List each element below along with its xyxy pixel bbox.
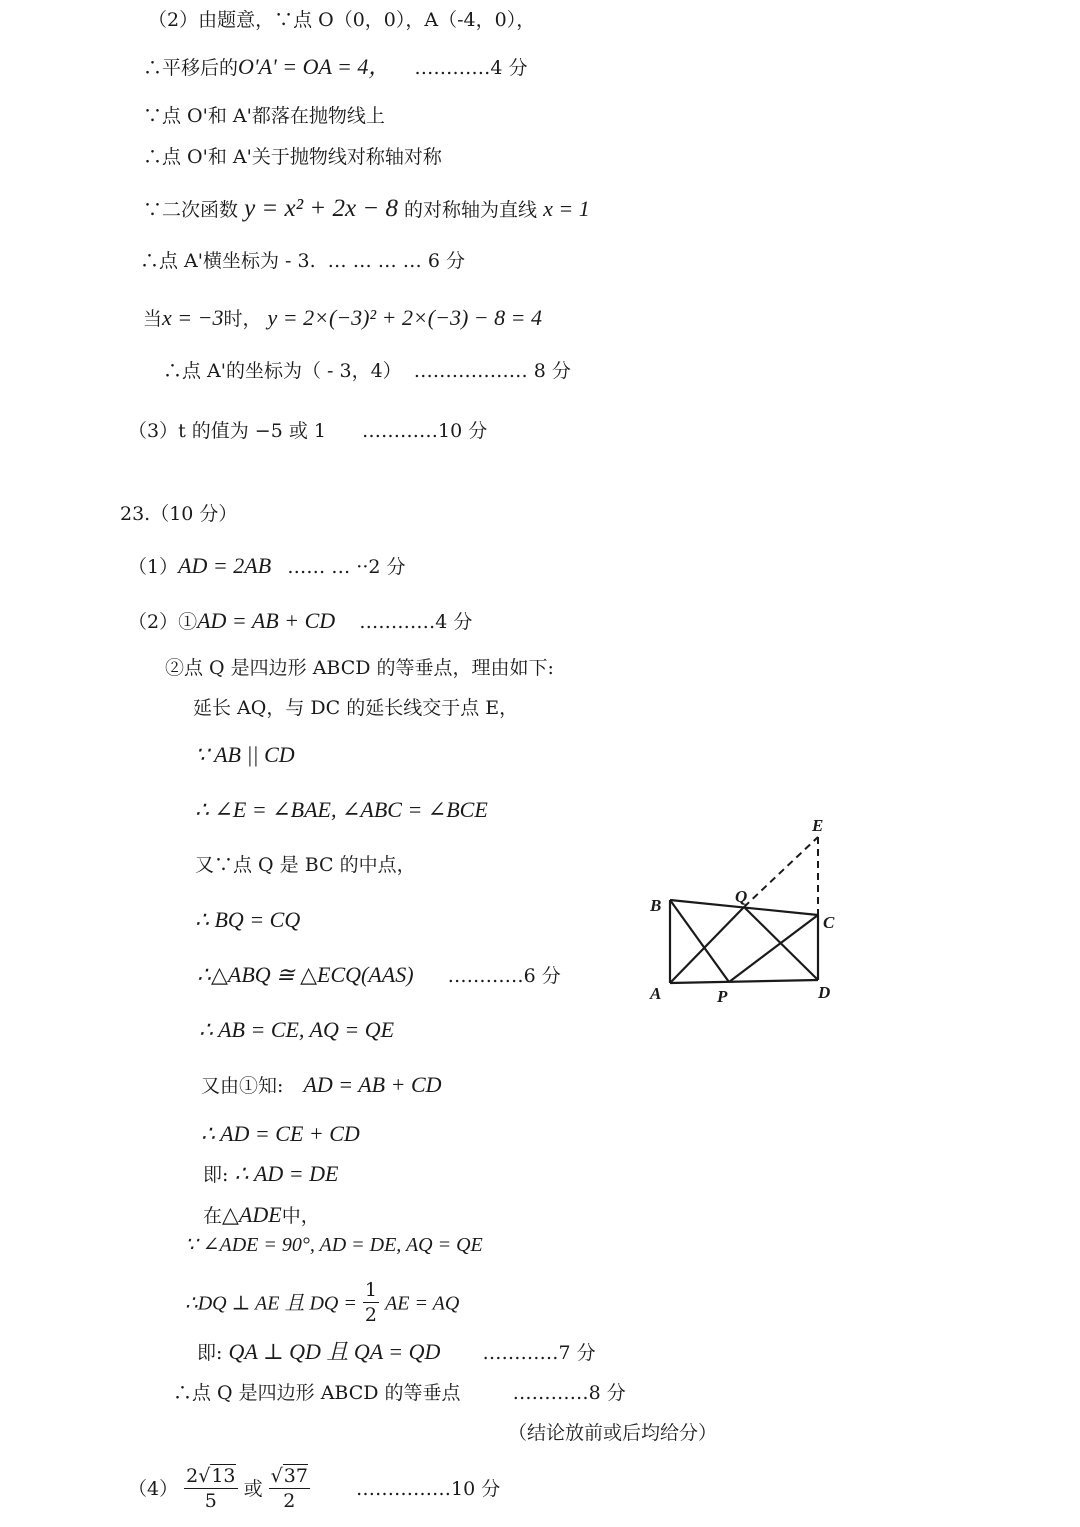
answer-1-radicand: 13: [211, 1464, 236, 1487]
part2-line-6: [140, 246, 465, 276]
segment-AQ: [670, 907, 744, 983]
q23-step-12-post: 中，: [281, 1205, 320, 1227]
q23-part1-label: （1）: [128, 556, 179, 578]
part2-line-2-eq: O'A' = OA = 4，: [238, 54, 391, 79]
answer-1-coef: 2: [186, 1464, 199, 1487]
q23-step-15-eq: QA ⊥ QD 且 QA = QD: [228, 1339, 441, 1364]
q23-step-16: [173, 1378, 626, 1408]
q23-step-14-pre: ∴DQ ⊥ AE 且 DQ =: [185, 1292, 357, 1315]
label-C: C: [823, 913, 835, 932]
q23-part2-label: （2）①: [128, 611, 198, 633]
score-10-part3: …………10 分: [362, 420, 488, 442]
segment-PC: [729, 915, 818, 982]
q23-step-14: [185, 1280, 459, 1329]
part2-line-2: [143, 52, 528, 83]
segment-QE-dashed: [744, 837, 818, 907]
q23-step-4: ∴ ∠E = ∠BAE, ∠ABC = ∠BCE: [195, 797, 488, 822]
q23-step-15: [197, 1337, 596, 1368]
q23-step-9-eq: AD = AB + CD: [303, 1072, 442, 1097]
score-2: …… … ··2 分: [287, 556, 406, 578]
q23-part2-eq: AD = AB + CD: [197, 608, 336, 633]
q23-step-11-pre: 即:: [203, 1164, 235, 1186]
part2-line-5-pre: ∵二次函数: [143, 199, 239, 221]
q23-step-1: ②点 Q 是四边形 ABCD 的等垂点，理由如下:: [165, 657, 554, 679]
q23-step-6: ∴ BQ = CQ: [195, 907, 301, 932]
part2-line-7-mid: 时，: [223, 308, 262, 330]
q23-step-2: 延长 AQ，与 DC 的延长线交于点 E，: [193, 697, 519, 719]
q23-step-5: 又∵点 Q 是 BC 的中点，: [195, 854, 416, 876]
q23-part4: [128, 1462, 500, 1516]
q23-step-14-fraction: [363, 1278, 379, 1327]
answer-fraction-1: $\frac{2√13}{5}$: [186, 1464, 236, 1512]
q23-step-10: ∴ AD = CE + CD: [201, 1121, 360, 1146]
score-10-q23: ……………10 分: [355, 1478, 501, 1500]
fraction-numerator: 1: [364, 1279, 378, 1301]
q23-part1-eq: AD = 2AB: [178, 553, 272, 578]
answer-2-radicand: 37: [283, 1464, 308, 1487]
part3-text: （3）t 的值为 −5 或 1: [128, 420, 326, 442]
q23-step-8: ∴ AB = CE, AQ = QE: [199, 1017, 395, 1042]
q23-step-12-tri: △ADE: [222, 1202, 282, 1227]
q23-step-3: ∵ AB || CD: [195, 742, 295, 767]
q23-step-12: [203, 1200, 320, 1231]
segment-DA: [670, 980, 818, 983]
segment-BP: [670, 900, 729, 982]
q23-step-7-eq: ∴△ABQ ≅ △ECQ(AAS): [197, 962, 414, 987]
score-6-q23: …………6 分: [447, 965, 561, 987]
part2-line-2-text: ∴平移后的: [143, 57, 239, 79]
part2-line-5-axis: x = 1: [543, 196, 590, 221]
label-Q: Q: [735, 887, 748, 906]
label-D: D: [818, 983, 831, 1002]
part2-line-7-pre: 当: [143, 308, 163, 330]
score-4: …………4 分: [414, 57, 528, 79]
part2-line-8: [163, 356, 571, 386]
score-6: … … … … 6 分: [327, 250, 465, 272]
part2-line-3: ∵点 O'和 A'都落在抛物线上: [143, 105, 385, 127]
q23-note: （结论放前或后均给分）: [508, 1422, 718, 1444]
q23-step-15-pre: 即:: [197, 1342, 229, 1364]
q23-step-12-pre: 在: [203, 1205, 223, 1227]
q23-step-9-pre: 又由①知:: [201, 1075, 284, 1097]
part2-line-7-x: x = −3: [162, 305, 224, 330]
q23-step-13: ∵ ∠ADE = 90°, AD = DE, AQ = QE: [185, 1234, 483, 1256]
part3-line: [128, 416, 487, 446]
geometry-diagram: [640, 810, 860, 1010]
q23-step-11-eq: ∴ AD = DE: [234, 1161, 339, 1186]
q23-step-16-text: ∴点 Q 是四边形 ABCD 的等垂点: [173, 1382, 461, 1404]
segment-QD: [744, 907, 818, 980]
part2-line-8-text: ∴点 A'的坐标为（ - 3，4）: [163, 360, 402, 382]
label-E: E: [812, 816, 824, 835]
score-8: ……………… 8 分: [413, 360, 571, 382]
or-text: 或: [243, 1478, 263, 1500]
part2-line-7-eq: y = 2×(−3)² + 2×(−3) − 8 = 4: [267, 305, 542, 330]
q23-step-9: [201, 1070, 442, 1101]
fraction-denominator: 2: [364, 1304, 378, 1326]
answer-1-den: 5: [204, 1489, 217, 1512]
score-4-q23: …………4 分: [359, 611, 473, 633]
q23-part4-label: （4）: [128, 1478, 179, 1500]
part2-line-5-eq: y = x² + 2x − 8: [244, 195, 398, 222]
label-A: A: [650, 984, 662, 1003]
answer-fraction-2: $\frac{√37}{2}$: [270, 1464, 308, 1512]
part2-line-4: ∴点 O'和 A'关于抛物线对称轴对称: [143, 146, 442, 168]
score-8-q23: …………8 分: [512, 1382, 626, 1404]
q23-part2: [128, 606, 472, 637]
q23-step-14-post: AE = AQ: [385, 1292, 460, 1315]
q23-part1: [128, 551, 406, 582]
part2-line-5-post: 的对称轴为直线: [404, 199, 538, 221]
answer-2-den: 2: [283, 1489, 296, 1512]
label-P: P: [717, 987, 728, 1006]
part2-line-7: [143, 303, 542, 334]
label-B: B: [650, 896, 662, 915]
part2-line-5: [143, 194, 590, 225]
q23-header: 23.（10 分）: [120, 503, 238, 525]
q23-step-7: [197, 960, 561, 991]
score-7: …………7 分: [482, 1342, 596, 1364]
part2-line-6-text: ∴点 A'横坐标为 - 3.: [140, 250, 316, 272]
part2-line-1: （2）由题意，∵点 O（0，0），A（-4，0），: [148, 9, 536, 31]
q23-step-11: [203, 1159, 338, 1190]
